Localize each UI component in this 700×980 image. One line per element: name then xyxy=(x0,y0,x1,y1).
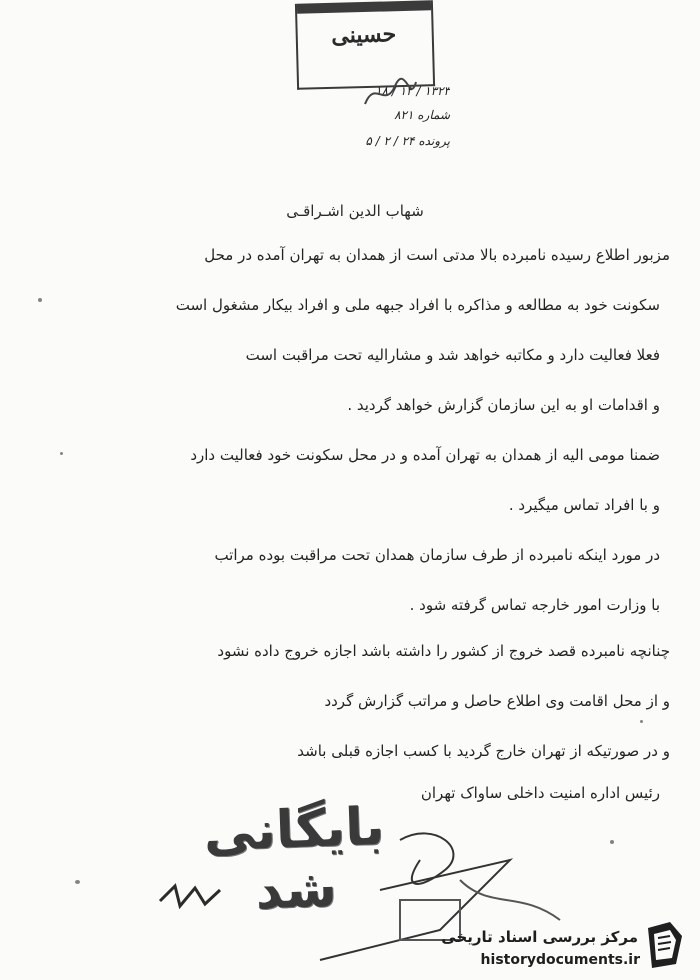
scribble-mark xyxy=(360,74,420,114)
stamp-header-bar xyxy=(297,0,431,14)
body-line: و در صورتیکه از تهران خارج گردید با کسب اجازه قبلی باشد xyxy=(297,742,670,760)
body-line: در مورد اینکه نامبرده از طرف سازمان همدان تحت مراقبت بوده مراتب xyxy=(214,546,660,564)
stamp-signature: حسینی xyxy=(330,21,397,49)
scan-speck xyxy=(75,880,80,884)
body-line: با وزارت امور خارجه تماس گرفته شود . xyxy=(409,596,660,614)
body-line: سکونت خود به مطالعه و مذاکره با افراد جبهه ملی و افراد بیکار مشغول است xyxy=(175,296,660,314)
document-subject: شهاب الدین اشـراقـی xyxy=(286,202,424,220)
body-line: و با افراد تماس میگیرد . xyxy=(508,496,660,514)
body-line: ضمنا مومی الیه از همدان به تهران آمده و در محل سکونت خود فعالیت دارد xyxy=(190,446,660,464)
date-scribble xyxy=(150,876,250,916)
archive-stamp: بایگانی شد xyxy=(202,796,386,922)
book-scroll-icon xyxy=(640,918,690,972)
scan-speck xyxy=(640,720,643,723)
body-line: و اقدامات او به این سازمان گزارش خواهد گردید . xyxy=(347,396,660,414)
history-documents-watermark xyxy=(418,912,698,978)
header-note: ۱۳۲۳ / ۱۲ / ۱۸ xyxy=(375,84,450,98)
body-line: چنانچه نامبرده قصد خروج از کشور را داشته باشد اجازه خروج داده نشود xyxy=(217,642,670,660)
body-line: مزبور اطلاع رسیده نامبرده بالا مدتی است از همدان به تهران آمده در محل xyxy=(204,246,670,264)
body-line: فعلا فعالیت دارد و مکاتبه خواهد شد و مشارالیه تحت مراقبت است xyxy=(245,346,660,364)
body-line: و از محل اقامت وی اطلاع حاصل و مراتب گزارش گردد xyxy=(324,692,670,710)
header-note: شماره ۸۲۱ xyxy=(394,108,450,122)
watermark-url: historydocuments.ir xyxy=(480,952,640,968)
watermark-title: مرکز بررسی اسناد تاریخی xyxy=(441,928,638,946)
body-line: رئیس اداره امنیت داخلی ساواک تهران xyxy=(420,784,660,802)
header-note: پرونده ۲۴ / ۲ / ۵ xyxy=(365,134,450,148)
